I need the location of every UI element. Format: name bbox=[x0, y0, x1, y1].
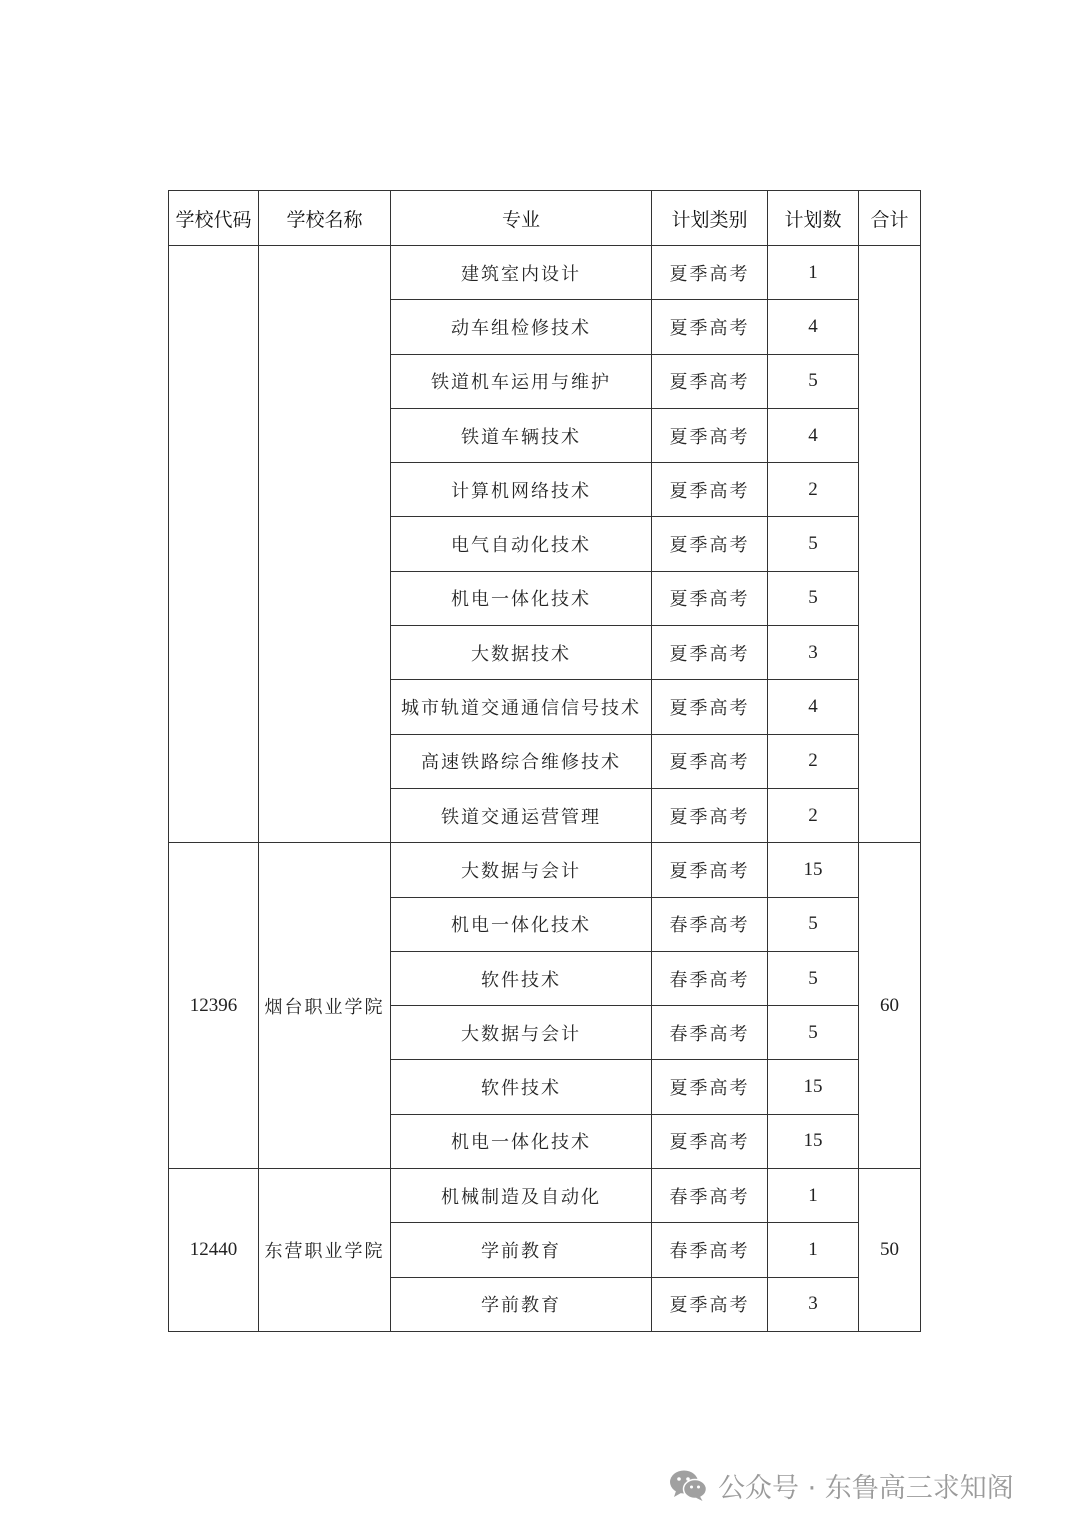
table-row bbox=[169, 843, 921, 897]
plan-count-cell: 4 bbox=[768, 300, 859, 354]
school-name-cell: 烟台职业学院 bbox=[259, 843, 391, 1169]
table-row bbox=[169, 1169, 921, 1223]
table-row bbox=[169, 246, 921, 300]
major-cell: 电气自动化技术 bbox=[391, 517, 652, 571]
wechat-icon bbox=[668, 1468, 708, 1502]
plan-category-cell: 夏季高考 bbox=[652, 517, 768, 571]
header-total: 合计 bbox=[859, 191, 921, 246]
major-cell: 铁道交通运营管理 bbox=[391, 788, 652, 842]
major-cell: 计算机网络技术 bbox=[391, 463, 652, 517]
table-body bbox=[169, 246, 921, 1332]
header-major: 专业 bbox=[391, 191, 652, 246]
plan-category-cell: 夏季高考 bbox=[652, 734, 768, 788]
total-cell: 50 bbox=[859, 1169, 921, 1332]
plan-count-cell: 2 bbox=[768, 788, 859, 842]
admission-plan-table bbox=[168, 190, 921, 1332]
plan-count-cell: 5 bbox=[768, 354, 859, 408]
watermark bbox=[668, 1462, 1014, 1508]
plan-count-cell: 4 bbox=[768, 408, 859, 462]
plan-count-cell: 5 bbox=[768, 571, 859, 625]
major-cell: 学前教育 bbox=[391, 1277, 652, 1331]
major-cell: 大数据与会计 bbox=[391, 1006, 652, 1060]
header-school-code: 学校代码 bbox=[169, 191, 259, 246]
plan-category-cell: 夏季高考 bbox=[652, 1060, 768, 1114]
major-cell: 动车组检修技术 bbox=[391, 300, 652, 354]
plan-count-cell: 5 bbox=[768, 517, 859, 571]
major-cell: 城市轨道交通通信信号技术 bbox=[391, 680, 652, 734]
plan-category-cell: 春季高考 bbox=[652, 951, 768, 1005]
plan-category-cell: 夏季高考 bbox=[652, 408, 768, 462]
major-cell: 机电一体化技术 bbox=[391, 897, 652, 951]
major-cell: 高速铁路综合维修技术 bbox=[391, 734, 652, 788]
plan-category-cell: 夏季高考 bbox=[652, 1114, 768, 1168]
header-school-name: 学校名称 bbox=[259, 191, 391, 246]
plan-count-cell: 15 bbox=[768, 843, 859, 897]
school-code-cell: 12396 bbox=[169, 843, 259, 1169]
plan-category-cell: 夏季高考 bbox=[652, 571, 768, 625]
school-code-cell: 12440 bbox=[169, 1169, 259, 1332]
major-cell: 软件技术 bbox=[391, 951, 652, 1005]
plan-category-cell: 夏季高考 bbox=[652, 300, 768, 354]
major-cell: 学前教育 bbox=[391, 1223, 652, 1277]
plan-category-cell: 夏季高考 bbox=[652, 1277, 768, 1331]
major-cell: 机械制造及自动化 bbox=[391, 1169, 652, 1223]
major-cell: 机电一体化技术 bbox=[391, 1114, 652, 1168]
table-header-row bbox=[169, 191, 921, 246]
plan-count-cell: 1 bbox=[768, 1223, 859, 1277]
watermark-text: 公众号 · 东鲁高三求知阁 bbox=[718, 1472, 1014, 1504]
major-cell: 大数据技术 bbox=[391, 626, 652, 680]
school-name-cell: 东营职业学院 bbox=[259, 1169, 391, 1332]
header-plan-count: 计划数 bbox=[768, 191, 859, 246]
major-cell: 铁道机车运用与维护 bbox=[391, 354, 652, 408]
plan-category-cell: 春季高考 bbox=[652, 1169, 768, 1223]
plan-count-cell: 2 bbox=[768, 463, 859, 517]
plan-count-cell: 3 bbox=[768, 626, 859, 680]
major-cell: 建筑室内设计 bbox=[391, 246, 652, 300]
plan-category-cell: 夏季高考 bbox=[652, 843, 768, 897]
school-code-cell bbox=[169, 246, 259, 843]
major-cell: 机电一体化技术 bbox=[391, 571, 652, 625]
plan-count-cell: 1 bbox=[768, 1169, 859, 1223]
major-cell: 铁道车辆技术 bbox=[391, 408, 652, 462]
plan-count-cell: 1 bbox=[768, 246, 859, 300]
total-cell bbox=[859, 246, 921, 843]
school-name-cell bbox=[259, 246, 391, 843]
plan-count-cell: 5 bbox=[768, 951, 859, 1005]
plan-count-cell: 5 bbox=[768, 897, 859, 951]
plan-category-cell: 夏季高考 bbox=[652, 626, 768, 680]
plan-category-cell: 春季高考 bbox=[652, 1223, 768, 1277]
major-cell: 软件技术 bbox=[391, 1060, 652, 1114]
header-plan-category: 计划类别 bbox=[652, 191, 768, 246]
plan-category-cell: 夏季高考 bbox=[652, 463, 768, 517]
total-cell: 60 bbox=[859, 843, 921, 1169]
plan-count-cell: 4 bbox=[768, 680, 859, 734]
plan-category-cell: 夏季高考 bbox=[652, 680, 768, 734]
plan-count-cell: 2 bbox=[768, 734, 859, 788]
plan-count-cell: 3 bbox=[768, 1277, 859, 1331]
major-cell: 大数据与会计 bbox=[391, 843, 652, 897]
plan-count-cell: 15 bbox=[768, 1060, 859, 1114]
plan-count-cell: 5 bbox=[768, 1006, 859, 1060]
plan-category-cell: 春季高考 bbox=[652, 1006, 768, 1060]
plan-category-cell: 夏季高考 bbox=[652, 788, 768, 842]
plan-category-cell: 春季高考 bbox=[652, 897, 768, 951]
plan-category-cell: 夏季高考 bbox=[652, 354, 768, 408]
plan-count-cell: 15 bbox=[768, 1114, 859, 1168]
plan-category-cell: 夏季高考 bbox=[652, 246, 768, 300]
